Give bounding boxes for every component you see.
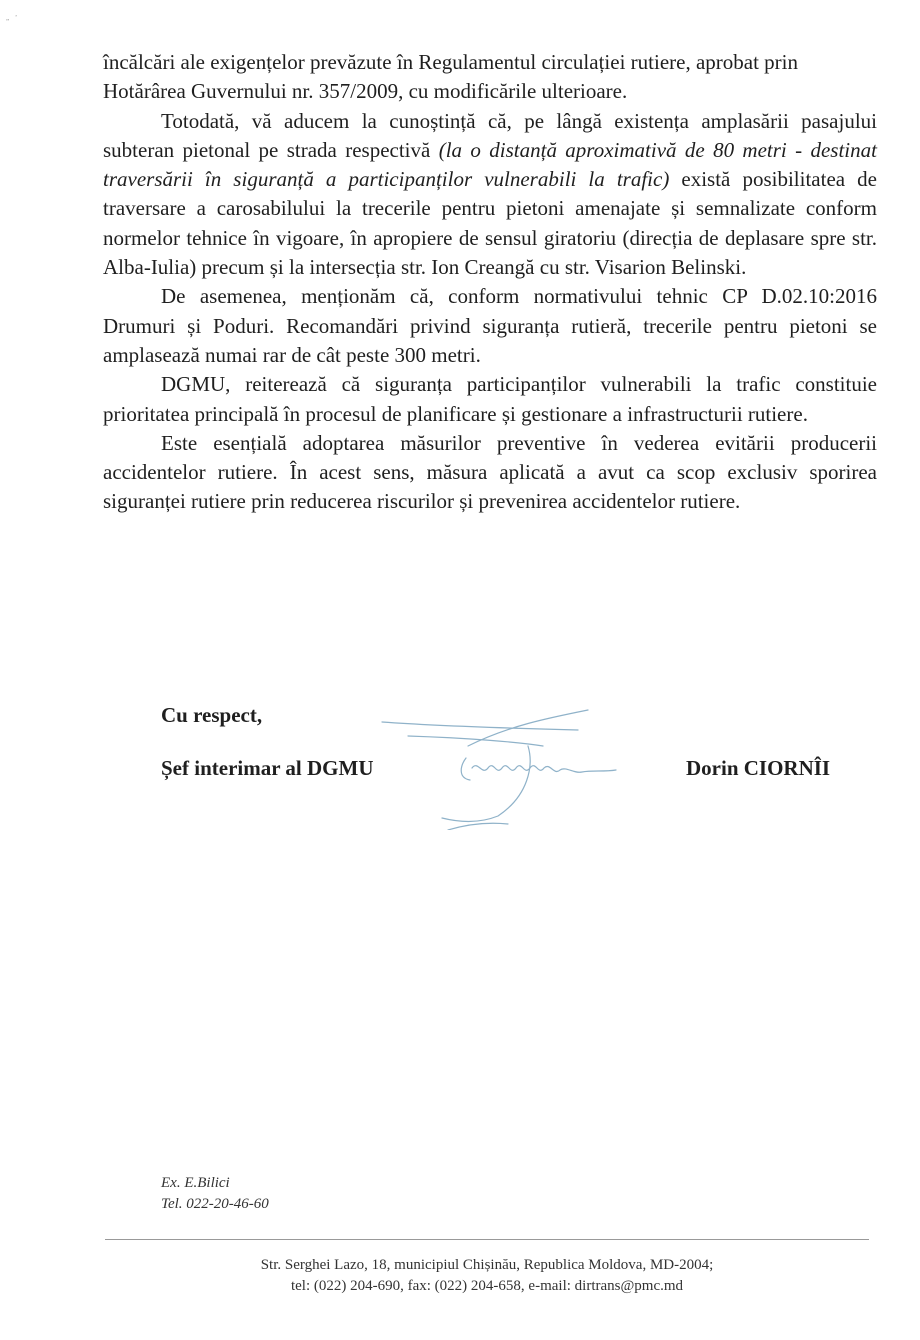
executor-phone: Tel. 022-20-46-60: [161, 1196, 269, 1212]
paragraph-preventive-measures: Este esențială adoptarea măsurilor preventive în vederea evitării producerii accidentelor rutiere. În acest sens, măsura aplicată a avut ca scop exclusiv sporirea siguranței rutiere prin reducerea riscurilor și prevenirea accidentelor rutiere.: [103, 430, 877, 514]
letter-body: [103, 48, 877, 517]
paragraph-normative: De asemenea, menționăm că, conform normativului tehnic CP D.02.10:2016 Drumuri și Poduri. Recomandări privind siguranța rutieră, trecerile pentru pietoni se amplasează numai rar de cât peste 300 metri.: [103, 284, 877, 367]
footer-contacts: tel: (022) 204-690, fax: (022) 204-658, e-mail: dirtrans@pmc.md: [290, 1278, 684, 1294]
paragraph-pedestrian-crossings: [103, 107, 877, 283]
signer-name: Dorin CIORNÎI: [686, 756, 831, 780]
footer-address: Str. Serghei Lazo, 18, municipiul Chișinău, Republica Moldova, MD-2004;: [260, 1257, 714, 1273]
handwritten-signature: [378, 706, 628, 830]
paragraph-italic-note: (la o distanță aproximativă de 80 metri - destinat traversării în siguranță a participanților vulnerabili la trafic): [103, 137, 877, 192]
footer-divider: [105, 1239, 869, 1240]
paragraph-dgmu-priority: DGMU, reiterează că siguranța participanților vulnerabili la trafic constituie prioritatea principală în procesul de planificare și gestionare a infrastructurii rutiere.: [103, 372, 877, 426]
closing-salutation: Cu respect,: [161, 703, 263, 727]
paragraph-text: Totodată, vă aducem la cunoștință că, pe lângă existența amplasării pasajului subteran pietonal pe strada respectivă: [103, 108, 877, 162]
paragraph-text: există posibilitatea de traversare a carosabilului la trecerile pentru pietoni amenajate și semnalizate conform normelor tehnice în vigoare, în apropiere de sensul giratoriu (direcția de deplasare spre str. Alba-Iulia) precum și la intersecția str. Ion Creangă cu str. Visarion Belinski.: [103, 167, 877, 280]
corner-scan-mark: „ ’: [6, 14, 20, 22]
paragraph-continuation: încălcări ale exigențelor prevăzute în Regulamentul circulației rutiere, aprobat prin Hotărârea Guvernului nr. 357/2009, cu modificările ulterioare.: [103, 50, 799, 104]
executor-name: Ex. E.Bilici: [161, 1175, 230, 1191]
signer-position: Șef interimar al DGMU: [161, 756, 374, 780]
